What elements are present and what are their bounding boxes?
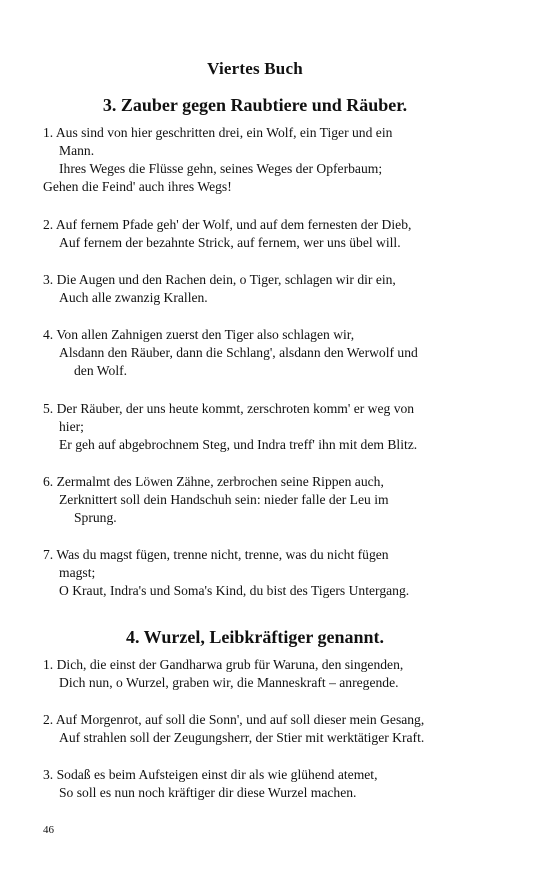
page-number: 46 [43,824,54,836]
verse-line: 4. Von allen Zahnigen zuerst den Tiger also schlagen wir, [43,327,355,342]
verse-line: Auch alle zwanzig Krallen. [59,290,208,305]
section-title: 3. Zauber gegen Raubtiere und Räuber. [102,95,408,115]
verse-line: Er geh auf abgebrochnem Steg, und Indra treff' ihn mit dem Blitz. [59,437,418,452]
verse-line: hier; [59,419,84,434]
verse-line: Alsdann den Räuber, dann die Schlang', alsdann den Werwolf und [59,345,418,360]
verse-line: Dich nun, o Wurzel, graben wir, die Manneskraft – anregende. [59,675,399,690]
verse-line: 2. Auf Morgenrot, auf soll die Sonn', und auf soll dieser mein Gesang, [43,712,425,727]
verse-line: So soll es nun noch kräftiger dir diese Wurzel machen. [59,785,357,800]
section-title: 4. Wurzel, Leibkräftiger genannt. [126,627,384,647]
verse [43,216,483,252]
verse [43,766,483,802]
verse [43,400,483,454]
verse [43,326,483,380]
verse-line: 7. Was du magst fügen, trenne nicht, trenne, was du nicht fügen [43,547,389,562]
verse-line: Zerknittert soll dein Handschuh sein: nieder falle der Leu im [59,492,389,507]
verse-line: 2. Auf fernem Pfade geh' der Wolf, und auf dem fernesten der Dieb, [43,217,412,232]
verse-line: Auf fernem der bezahnte Strick, auf fernem, wer uns übel will. [59,235,401,250]
verse-line: O Kraut, Indra's und Soma's Kind, du bist des Tigers Untergang. [59,583,410,598]
verse-line: Mann. [59,143,95,158]
verse [43,473,483,527]
verse-line: magst; [59,565,96,580]
verse-line: Auf strahlen soll der Zeugungsherr, der Stier mit werktätiger Kraft. [59,730,425,745]
verse-line: Gehen die Feind' auch ihres Wegs! [43,179,232,194]
verse-line: Ihres Weges die Flüsse gehn, seines Weges der Opferbaum; [59,161,383,176]
book-title: Viertes Buch [207,59,303,78]
verse-line: den Wolf. [74,363,128,378]
verse [43,711,483,747]
verse [43,546,483,600]
verse-line: 5. Der Räuber, der uns heute kommt, zerschroten komm' er weg von [43,401,415,416]
verse-line: 1. Aus sind von hier geschritten drei, ein Wolf, ein Tiger und ein [43,125,393,140]
verse [43,124,483,196]
verse [43,271,483,307]
verse-line: 6. Zermalmt des Löwen Zähne, zerbrochen seine Rippen auch, [43,474,384,489]
verse-line: 3. Die Augen und den Rachen dein, o Tiger, schlagen wir dir ein, [43,272,396,287]
verse-line: 1. Dich, die einst der Gandharwa grub für Waruna, den singenden, [43,657,404,672]
verse [43,656,483,692]
verse-line: Sprung. [74,510,117,525]
verse-line: 3. Sodaß es beim Aufsteigen einst dir als wie glühend atemet, [43,767,378,782]
